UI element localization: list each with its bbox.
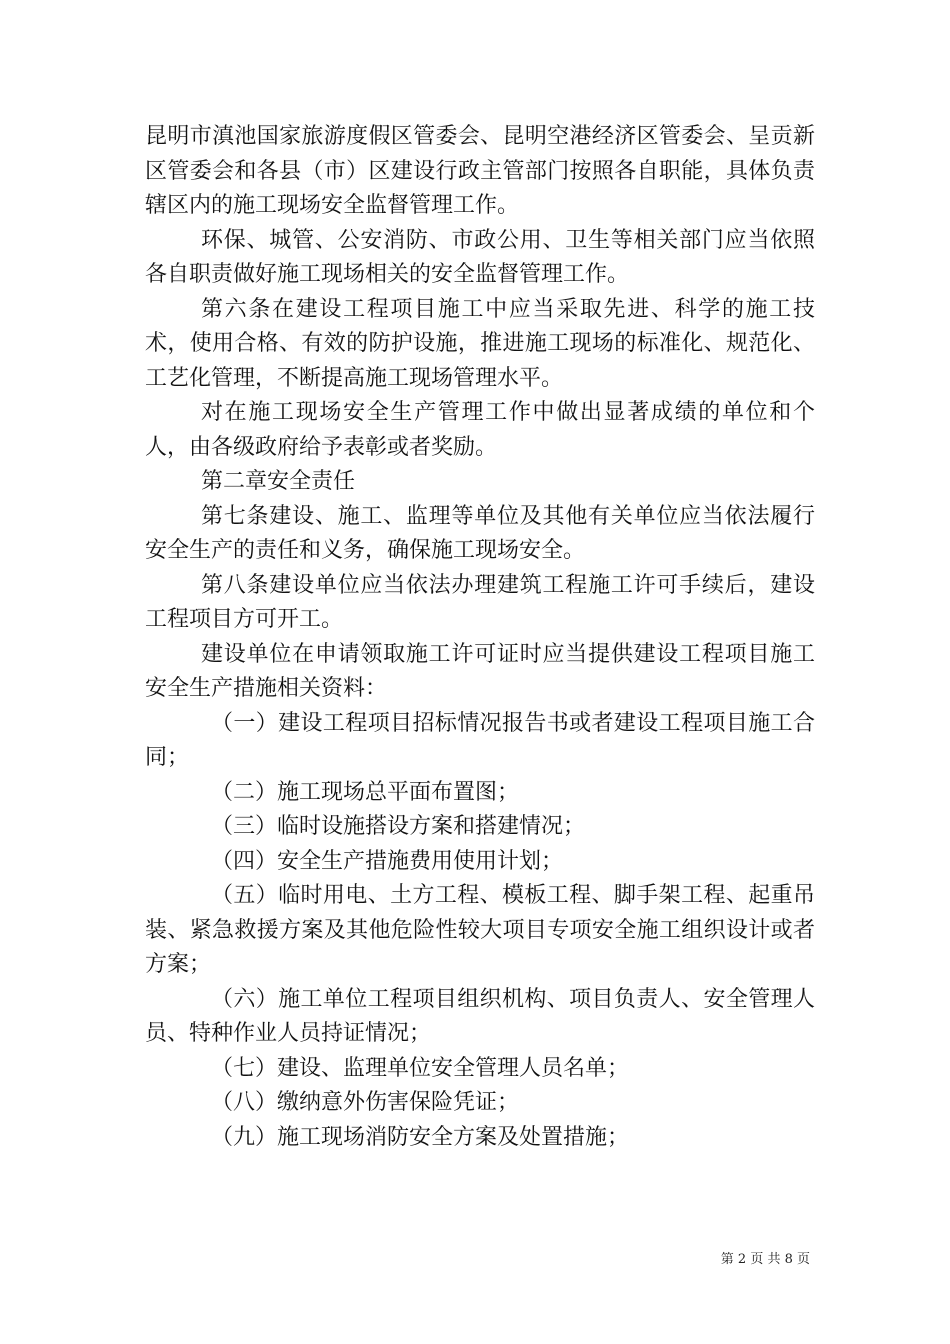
list-item: （一）建设工程项目招标情况报告书或者建设工程项目施工合同； [145,710,815,770]
paragraph: 环保、城管、公安消防、市政公用、卫生等相关部门应当依照各自职责做好施工现场相关的安全监督管理工作。 [145,227,815,287]
list-item: （八）缴纳意外伤害保险凭证； [211,1090,520,1115]
document-body [145,120,815,1155]
paragraph: 昆明市滇池国家旅游度假区管委会、昆明空港经济区管委会、呈贡新区管委会和各县（市）区建设行政主管部门按照各自职能，具体负责辖区内的施工现场安全监督管理工作。 [145,124,815,218]
list-item: （二）施工现场总平面布置图； [211,779,520,805]
paragraph: 第六条在建设工程项目施工中应当采取先进、科学的施工技术，使用合格、有效的防护设施，推进施工现场的标准化、规范化、工艺化管理，不断提高施工现场管理水平。 [145,296,815,391]
list-item: （四）安全生产措施费用使用计划； [211,848,564,874]
list-item: （七）建设、监理单位安全管理人员名单； [211,1055,630,1081]
chapter-heading: 第二章安全责任 [201,469,356,494]
list-item: （六）施工单位工程项目组织机构、项目负责人、安全管理人员、特种作业人员持证情况； [145,986,815,1046]
paragraph: 第八条建设单位应当依法办理建筑工程施工许可手续后，建设工程项目方可开工。 [145,572,815,632]
list-item: （五）临时用电、土方工程、模板工程、脚手架工程、起重吊装、紧急救援方案及其他危险性较大项目专项安全施工组织设计或者方案； [145,883,815,977]
paragraph: 建设单位在申请领取施工许可证时应当提供建设工程项目施工安全生产措施相关资料： [145,641,815,701]
list-item: （三）临时设施搭设方案和搭建情况； [211,814,586,839]
page-number: 第 2 页 共 8 页 [720,1252,810,1267]
list-item: （九）施工现场消防安全方案及处置措施； [211,1124,630,1150]
paragraph: 第七条建设、施工、监理等单位及其他有关单位应当依法履行安全生产的责任和义务，确保施工现场安全。 [145,503,815,563]
paragraph: 对在施工现场安全生产管理工作中做出显著成绩的单位和个人，由各级政府给予表彰或者奖励。 [145,400,815,460]
